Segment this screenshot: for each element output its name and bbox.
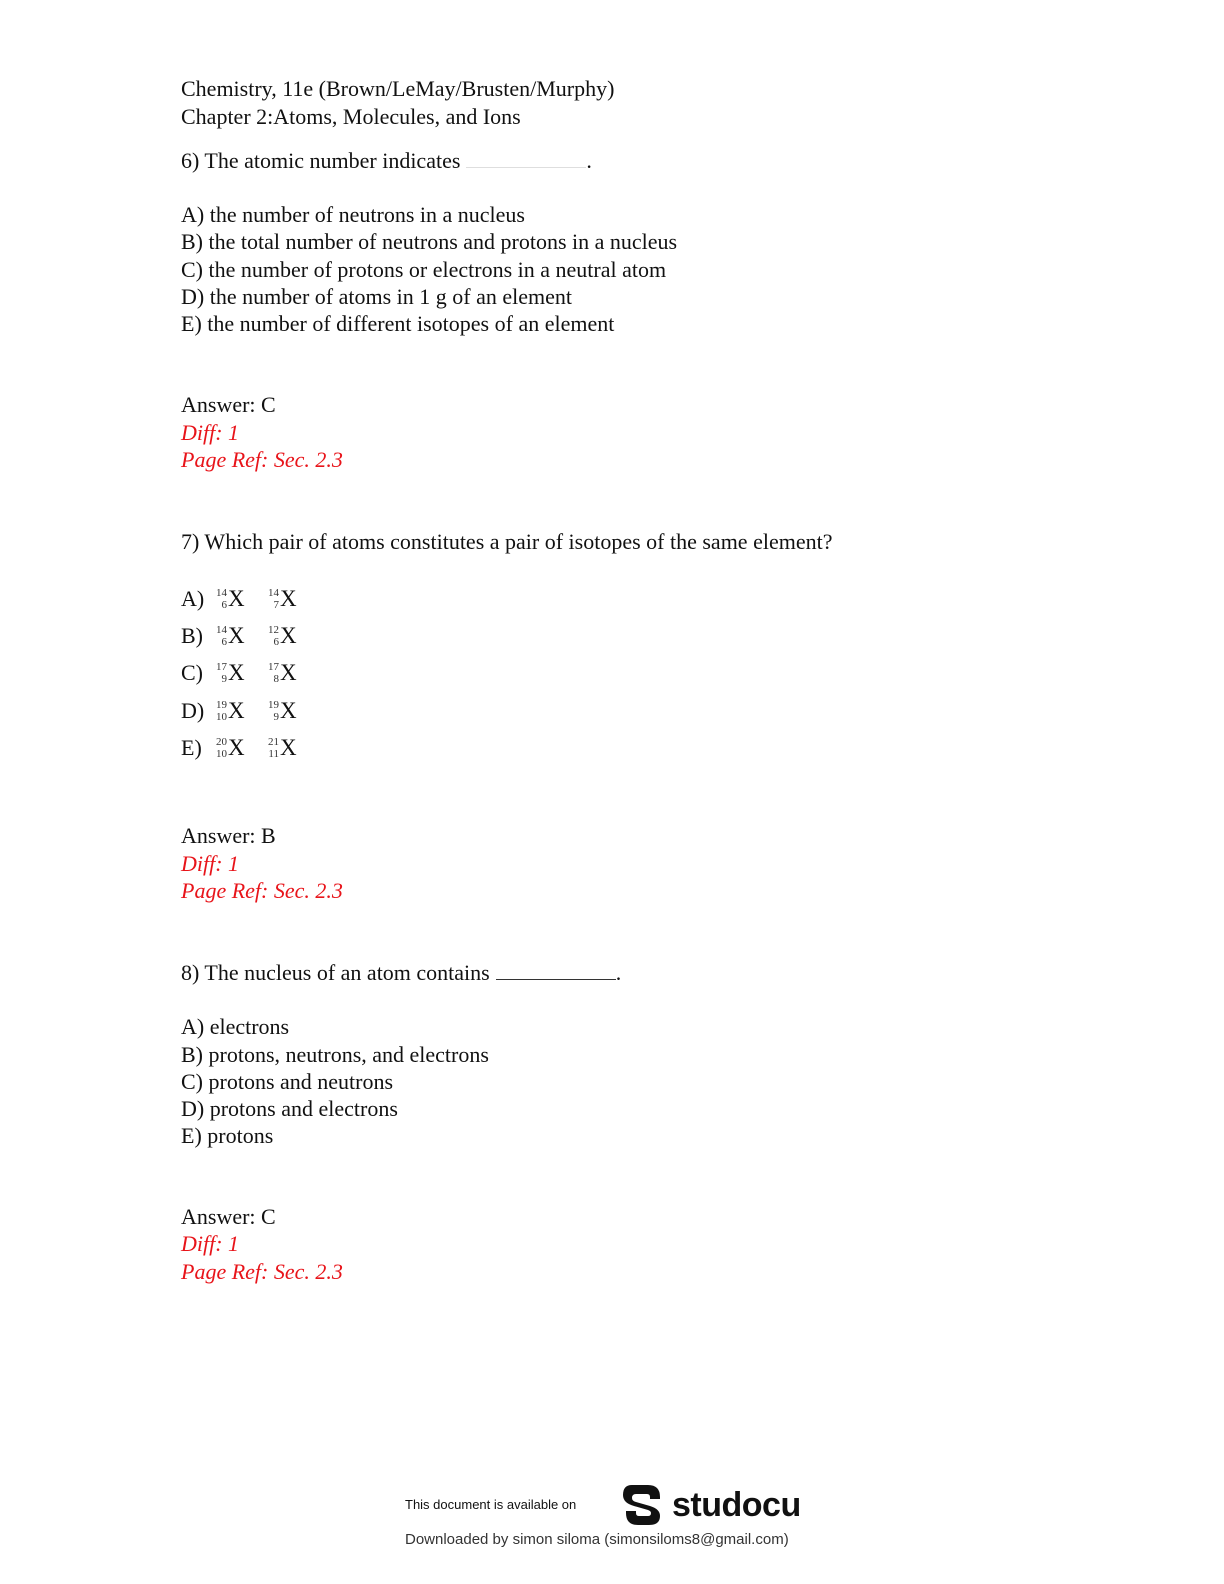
q8-page-ref: Page Ref: Sec. 2.3: [181, 1259, 343, 1284]
mass-number: 19: [216, 699, 227, 711]
element-symbol: X: [280, 698, 297, 723]
question-6-text: 6) The atomic number indicates: [181, 148, 461, 173]
mass-number: 12: [268, 624, 279, 636]
q8-option-a: A) electrons: [181, 1014, 290, 1039]
mass-number: 21: [268, 736, 279, 748]
atomic-number: 9: [273, 711, 279, 723]
studocu-wordmark: studocu: [672, 1485, 801, 1524]
atomic-number: 6: [221, 636, 227, 648]
mass-number: 17: [216, 661, 227, 673]
atomic-number: 7: [273, 599, 279, 611]
atomic-number: 6: [273, 636, 279, 648]
nuclide: [263, 586, 315, 612]
nuclide: [211, 698, 263, 724]
answer-blank: [466, 149, 586, 168]
book-title: Chemistry, 11e (Brown/LeMay/Brusten/Murphy): [181, 76, 615, 101]
element-symbol: X: [228, 735, 245, 760]
studocu-logo-icon: [620, 1482, 666, 1528]
element-symbol: X: [228, 698, 245, 723]
question-6-period: .: [586, 148, 592, 173]
option-letter: C): [181, 660, 203, 685]
q8-difficulty: Diff: 1: [181, 1231, 240, 1256]
q8-answer: Answer: C: [181, 1204, 276, 1229]
mass-number: 14: [216, 624, 227, 636]
nuclide: [263, 660, 315, 686]
q7-option-c: [181, 655, 315, 691]
answer-blank: [496, 961, 616, 980]
q6-difficulty: Diff: 1: [181, 420, 240, 445]
q6-option-b: B) the total number of neutrons and protons in a nucleus: [181, 229, 678, 254]
nuclide: [263, 735, 315, 761]
mass-number: 14: [268, 587, 279, 599]
question-8-text: 8) The nucleus of an atom contains: [181, 960, 490, 985]
element-symbol: X: [228, 623, 245, 648]
element-symbol: X: [280, 623, 297, 648]
q7-option-b: [181, 618, 315, 654]
element-symbol: X: [228, 660, 245, 685]
studocu-logo[interactable]: [620, 1482, 801, 1528]
mass-number: 14: [216, 587, 227, 599]
element-symbol: X: [280, 735, 297, 760]
mass-number: 19: [268, 699, 279, 711]
q7-option-d: [181, 693, 315, 729]
atomic-number: 11: [268, 748, 279, 760]
q6-option-c: C) the number of protons or electrons in a neutral atom: [181, 257, 667, 282]
element-symbol: X: [280, 586, 297, 611]
mass-number: 20: [216, 736, 227, 748]
atomic-number: 10: [216, 748, 227, 760]
q7-answer: Answer: B: [181, 823, 276, 848]
nuclide: [211, 735, 263, 761]
q6-page-ref: Page Ref: Sec. 2.3: [181, 447, 343, 472]
question-8-period: .: [615, 960, 622, 985]
option-letter: A): [181, 586, 205, 611]
question-6: [181, 147, 592, 174]
nuclide: [263, 698, 315, 724]
q8-option-d: D) protons and electrons: [181, 1096, 398, 1121]
atomic-number: 10: [216, 711, 227, 723]
question-7-text: 7) Which pair of atoms constitutes a pair of isotopes of the same element?: [181, 529, 833, 554]
nuclide: [211, 660, 263, 686]
q7-option-e: [181, 730, 315, 766]
q7-option-a: [181, 581, 315, 617]
element-symbol: X: [280, 660, 297, 685]
availability-note: This document is available on: [405, 1497, 577, 1512]
option-letter: D): [181, 698, 205, 723]
q7-difficulty: Diff: 1: [181, 851, 240, 876]
q8-option-c: C) protons and neutrons: [181, 1069, 394, 1094]
nuclide: [211, 586, 263, 612]
option-letter: E): [181, 735, 202, 760]
q7-page-ref: Page Ref: Sec. 2.3: [181, 878, 343, 903]
q6-option-d: D) the number of atoms in 1 g of an element: [181, 284, 573, 309]
question-8: [181, 959, 621, 986]
element-symbol: X: [228, 586, 245, 611]
chapter-title: Chapter 2:Atoms, Molecules, and Ions: [181, 104, 521, 129]
q8-option-b: B) protons, neutrons, and electrons: [181, 1042, 489, 1067]
atomic-number: 9: [221, 673, 227, 685]
option-letter: B): [181, 623, 203, 648]
nuclide: [211, 623, 263, 649]
atomic-number: 6: [221, 599, 227, 611]
atomic-number: 8: [273, 673, 279, 685]
download-note: Downloaded by simon siloma (simonsiloms8@gmail.com): [405, 1531, 789, 1548]
q8-option-e: E) protons: [181, 1123, 274, 1148]
mass-number: 17: [268, 661, 279, 673]
q6-option-a: A) the number of neutrons in a nucleus: [181, 202, 525, 227]
q6-option-e: E) the number of different isotopes of an element: [181, 311, 615, 336]
nuclide: [263, 623, 315, 649]
q6-answer: Answer: C: [181, 392, 276, 417]
